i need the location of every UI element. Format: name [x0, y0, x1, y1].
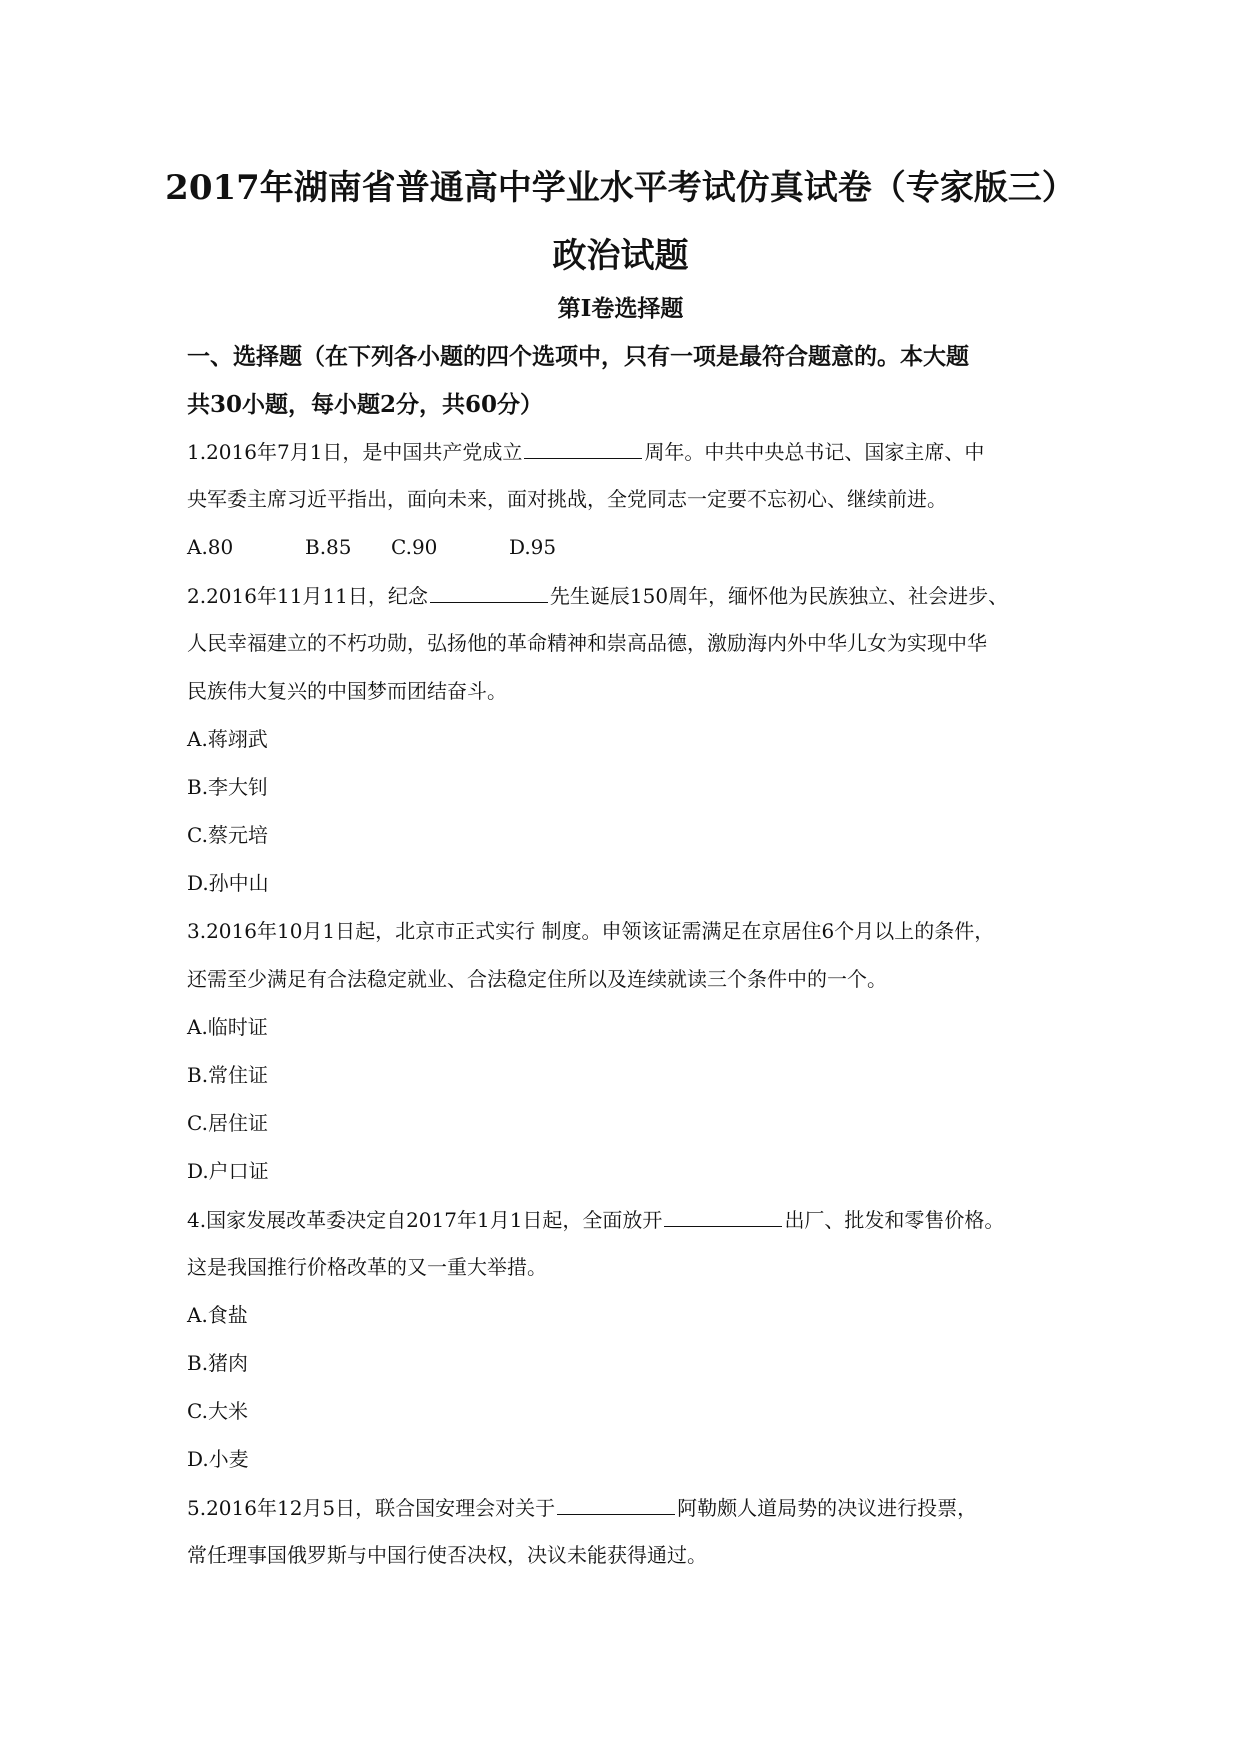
question-5-stem-part-b: 阿勒颇人道局势的决议进行投票，	[677, 1496, 978, 1520]
question-1-option-a: A.80	[187, 535, 234, 559]
question-3-option-a: A.临时证	[187, 1015, 268, 1039]
question-4-option-a: A.食盐	[187, 1303, 248, 1327]
question-4-option-b: B.猪肉	[187, 1351, 249, 1375]
question-1-option-c: C.90	[391, 535, 438, 559]
question-2-stem-line-2: 人民幸福建立的不朽功勋，弘扬他的革命精神和崇高品德，激励海内外中华儿女为实现中华	[187, 631, 987, 655]
question-3-option-c: C.居住证	[187, 1111, 268, 1135]
question-3-option-b: B.常住证	[187, 1063, 269, 1087]
question-4-option-c: C.大米	[187, 1399, 248, 1423]
question-1-stem-part-a: 1.2016年7月1日，是中国共产党成立	[187, 440, 523, 464]
section-instruction-line-2: 共30小题，每小题2分，共60分）	[187, 391, 544, 418]
question-4-stem-line-1	[187, 1204, 1004, 1235]
question-3-option-d: D.户口证	[187, 1159, 269, 1183]
question-1-blank	[524, 436, 642, 459]
question-4-stem-line-2: 这是我国推行价格改革的又一重大举措。	[187, 1255, 547, 1279]
question-2-stem-line-1	[187, 580, 1008, 611]
question-4-blank	[664, 1204, 782, 1227]
question-5-stem-line-2: 常任理事国俄罗斯与中国行使否决权，决议未能获得通过。	[187, 1543, 707, 1567]
question-2-option-d: D.孙中山	[187, 871, 269, 895]
question-1-option-d: D.95	[509, 535, 557, 559]
question-2-stem-part-a: 2.2016年11月11日，纪念	[187, 584, 428, 608]
question-1-stem-part-b: 周年。中共中央总书记、国家主席、中	[644, 440, 985, 464]
question-4-option-d: D.小麦	[187, 1447, 249, 1471]
question-5-blank	[557, 1492, 675, 1515]
question-1-options	[187, 532, 556, 562]
question-2-option-a: A.蒋翊武	[187, 727, 268, 751]
part-heading: 第Ⅰ卷选择题	[557, 295, 684, 322]
question-2-blank	[430, 580, 548, 603]
question-1-stem-line-1	[187, 436, 984, 467]
question-5-stem-line-1	[187, 1492, 977, 1523]
question-1-stem-line-2: 央军委主席习近平指出，面向未来，面对挑战，全党同志一定要不忘初心、继续前进。	[187, 487, 947, 511]
question-2-option-b: B.李大钊	[187, 775, 269, 799]
question-4-stem-part-b: 出厂、批发和零售价格。	[784, 1208, 1005, 1232]
question-2-option-c: C.蔡元培	[187, 823, 268, 847]
question-2-stem-part-b: 先生诞辰150周年，缅怀他为民族独立、社会进步、	[549, 584, 1009, 608]
section-instruction-line-1: 一、选择题（在下列各小题的四个选项中，只有一项是最符合题意的。本大题	[187, 343, 969, 370]
question-2-stem-line-3: 民族伟大复兴的中国梦而团结奋斗。	[187, 679, 507, 703]
exam-title: 2017年湖南省普通高中学业水平考试仿真试卷（专家版三）	[165, 168, 1076, 208]
question-3-stem-line-2: 还需至少满足有合法稳定就业、合法稳定住所以及连续就读三个条件中的一个。	[187, 967, 887, 991]
question-4-stem-part-a: 4.国家发展改革委决定自2017年1月1日起，全面放开	[187, 1208, 663, 1232]
question-1-option-b: B.85	[305, 535, 352, 559]
question-3-stem-line-1: 3.2016年10月1日起，北京市正式实行 制度。申领该证需满足在京居住6个月以上的条件，	[187, 919, 995, 943]
subject-title: 政治试题	[552, 236, 689, 276]
question-5-stem-part-a: 5.2016年12月5日，联合国安理会对关于	[187, 1496, 556, 1520]
